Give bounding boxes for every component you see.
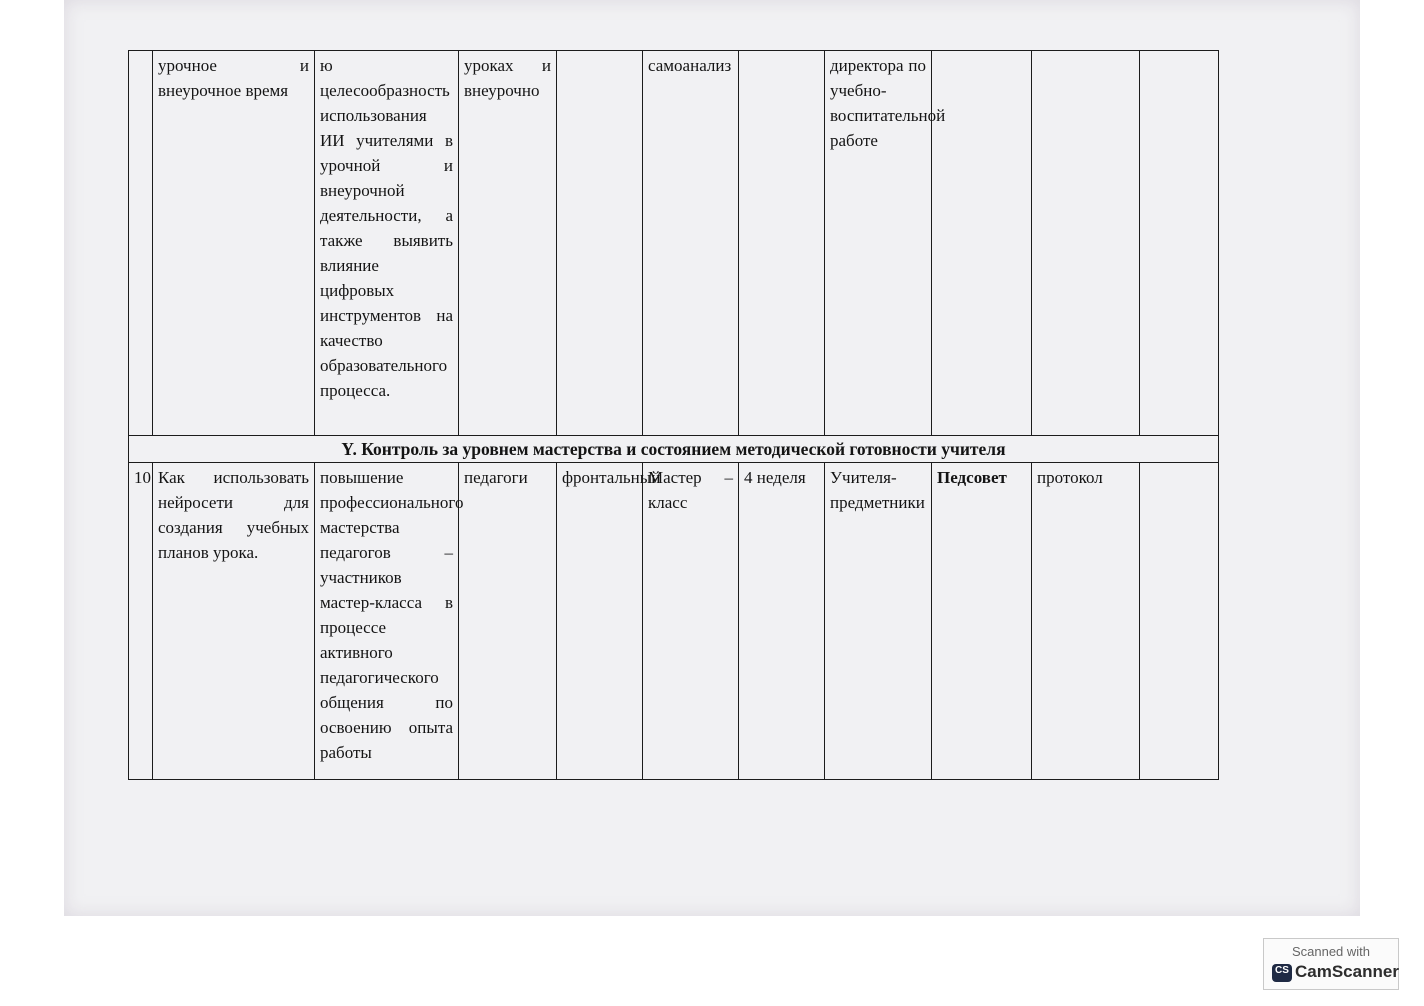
cell-responsible: Учителя-предметники [825,463,932,780]
cell-where-empty [932,51,1032,436]
cell-goal: ю целесообразность использования ИИ учителями в урочной и внеурочной деятельности, а также выявить влияние цифровых инструментов на качество образовательного процесса. [315,51,459,436]
cell-period-empty [739,51,825,436]
cell-object: уроках и внеурочно [459,51,557,436]
table-row-10 [129,463,1219,780]
cell-topic: урочное и внеурочное время [153,51,315,436]
watermark-top-text: Scanned with [1291,944,1371,959]
cell-type-empty [557,51,643,436]
cell-extra-empty [1140,463,1219,780]
watermark-brand: CamScanner [1295,962,1399,981]
cell-responsible: директора по учебно-воспитательной работе [825,51,932,436]
section-heading: Y. Контроль за уровнем мастерства и состоянием методической готовности учителя [129,436,1219,463]
cell-goal: повышение профессионального мастерства педагогов – участников мастер-класса в процессе активного педагогического общения по освоению опыта работы [315,463,459,780]
cell-where-heard: Педсовет [932,463,1032,780]
table-row-continued [129,51,1219,436]
cell-num: 10 [129,463,153,780]
cell-period: 4 неделя [739,463,825,780]
cell-method: самоанализ [643,51,739,436]
cell-topic: Как использовать нейросети для создания учебных планов урока. [153,463,315,780]
camscanner-logo-icon [1272,964,1292,982]
section-heading-row [129,436,1219,463]
cell-result: протокол [1032,463,1140,780]
cell-object: педагоги [459,463,557,780]
cell-method: Мастер – класс [643,463,739,780]
control-plan-table [128,50,1219,780]
cell-result-empty [1032,51,1140,436]
cell-extra-empty [1140,51,1219,436]
cell-num-empty [129,51,153,436]
cell-type: фронтальный [557,463,643,780]
camscanner-watermark [1263,938,1399,990]
